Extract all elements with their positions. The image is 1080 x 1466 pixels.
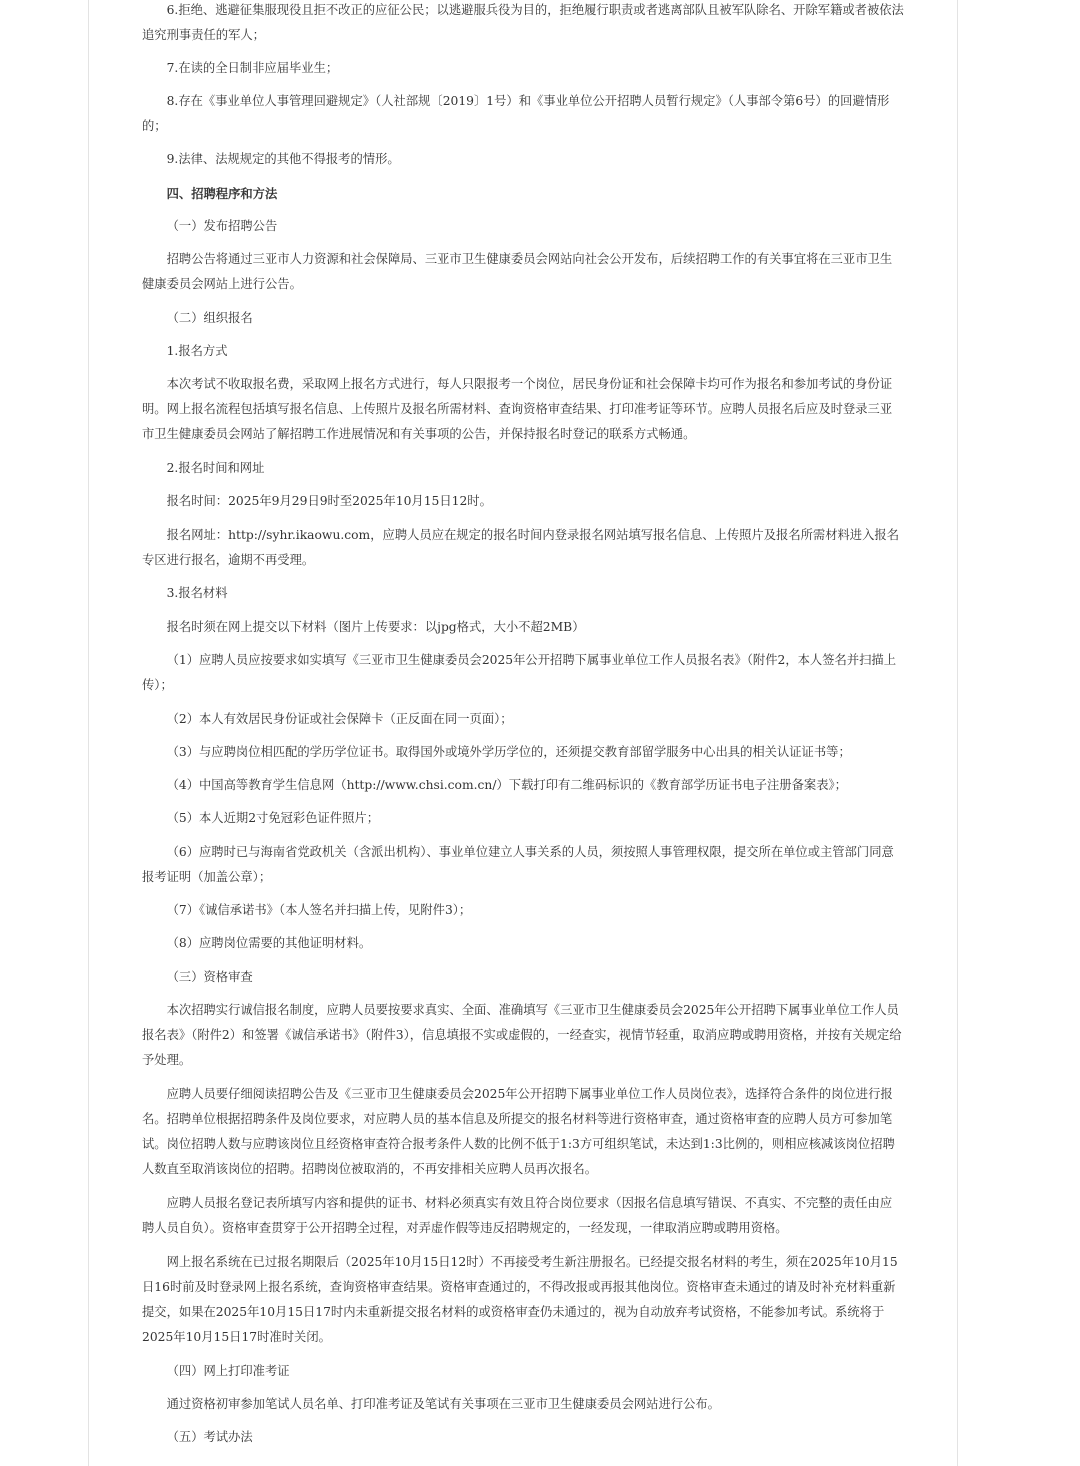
paragraph-online-system-deadline: 网上报名系统在已过报名期限后（2025年10月15日12时）不再接受考生新注册报名。已经提交报名材料的考生，须在2025年10月15日16时前及时登录网上报名系统，查询资格审查结果。资格审查通过的，不得改报或再报其他岗位。资格审查未通过的请及时补充材料重新提交，如果在2025年10月15日17时内未重新提交报名材料的或资格审查仍未通过的，视为自动放弃考试资格，不能参加考试。系统将于2025年10月15日17时准时关闭。 bbox=[142, 1255, 898, 1344]
material-item-1: （1）应聘人员应按要求如实填写《三亚市卫生健康委员会2025年公开招聘下属事业单位工作人员报名表》（附件2，本人签名并扫描上传）； bbox=[142, 653, 897, 692]
material-item-4: （4）中国高等教育学生信息网（http://www.chsi.com.cn/）下载打印有二维码标识的《教育部学历证书电子注册备案表》； bbox=[166, 778, 847, 792]
paragraph-item-9: 9.法律、法规规定的其他不得报考的情形。 bbox=[166, 152, 400, 166]
subheading-print-admission: （四）网上打印准考证 bbox=[166, 1364, 290, 1378]
paragraph-registration-time: 报名时间：2025年9月29日9时至2025年10月15日12时。 bbox=[166, 494, 492, 508]
paragraph-integrity-registration: 本次招聘实行诚信报名制度，应聘人员要按要求真实、全面、准确填写《三亚市卫生健康委员会2025年公开招聘下属事业单位工作人员报名表》（附件2）和签署《诚信承诺书》（附件3），信息填报不实或虚假的，一经查实，视情节轻重，取消应聘或聘用资格，并按有关规定给予处理。 bbox=[142, 1003, 902, 1067]
material-item-7: （7）《诚信承诺书》（本人签名并扫描上传，见附件3）； bbox=[166, 903, 472, 917]
paragraph-publish-notice: 招聘公告将通过三亚市人力资源和社会保障局、三亚市卫生健康委员会网站向社会公开发布，后续招聘工作的有关事宜将在三亚市卫生健康委员会网站上进行公告。 bbox=[142, 252, 893, 291]
material-item-5: （5）本人近期2寸免冠彩色证件照片； bbox=[166, 811, 379, 825]
material-item-3: （3）与应聘岗位相匹配的学历学位证书。取得国外或境外学历学位的，还须提交教育部留学服务中心出具的相关认证证书等； bbox=[166, 745, 851, 759]
paragraph-registration-method: 本次考试不收取报名费，采取网上报名方式进行，每人只限报考一个岗位，居民身份证和社会保障卡均可作为报名和参加考试的身份证明。网上报名流程包括填写报名信息、上传照片及报名所需材料、查询资格审查结果、打印准考证等环节。应聘人员报名后应及时登录三亚市卫生健康委员会网站了解招聘工作进展情况和有关事项的公告，并保持报名时登记的联系方式畅通。 bbox=[142, 377, 893, 441]
subheading-exam-method: （五）考试办法 bbox=[166, 1430, 253, 1444]
paragraph-upload-requirements: 报名时须在网上提交以下材料（图片上传要求：以jpg格式，大小不超2MB） bbox=[166, 620, 585, 634]
material-item-6: （6）应聘时已与海南省党政机关（含派出机构）、事业单位建立人事关系的人员，须按照人事管理权限，提交所在单位或主管部门同意报考证明（加盖公章）； bbox=[142, 845, 894, 884]
material-item-8: （8）应聘岗位需要的其他证明材料。 bbox=[166, 936, 372, 950]
paragraph-item-6: 6.拒绝、逃避征集服现役且拒不改正的应征公民；以逃避服兵役为目的，拒绝履行职责或者逃离部队且被军队除名、开除军籍或者被依法追究刑事责任的军人； bbox=[142, 3, 904, 42]
item-registration-method: 1.报名方式 bbox=[166, 344, 228, 358]
document-page bbox=[88, 0, 958, 1466]
item-registration-time-url: 2.报名时间和网址 bbox=[166, 461, 265, 475]
section-heading-4: 四、招聘程序和方法 bbox=[166, 186, 278, 201]
paragraph-print-admission: 通过资格初审参加笔试人员名单、打印准考证及笔试有关事项在三亚市卫生健康委员会网站进行公布。 bbox=[166, 1397, 720, 1411]
paragraph-review-process: 应聘人员要仔细阅读招聘公告及《三亚市卫生健康委员会2025年公开招聘下属事业单位工作人员岗位表》，选择符合条件的岗位进行报名。招聘单位根据招聘条件及岗位要求，对应聘人员的基本信息及所提交的报名材料等进行资格审查，通过资格审查的应聘人员方可参加笔试。岗位招聘人数与应聘该岗位且经资格审查符合报考条件人数的比例不低于1:3方可组织笔试，未达到1:3比例的，则相应核减该岗位招聘人数直至取消该岗位的招聘。招聘岗位被取消的，不再安排相关应聘人员再次报名。 bbox=[142, 1087, 895, 1176]
paragraph-registration-url: 报名网址：http://syhr.ikaowu.com，应聘人员应在规定的报名时间内登录报名网站填写报名信息、上传照片及报名所需材料进入报名专区进行报名，逾期不再受理。 bbox=[142, 528, 899, 567]
subheading-publish-notice: （一）发布招聘公告 bbox=[166, 219, 278, 233]
subheading-qualification-review: （三）资格审查 bbox=[166, 970, 253, 984]
paragraph-item-7: 7.在读的全日制非应届毕业生； bbox=[166, 61, 339, 75]
material-item-2: （2）本人有效居民身份证或社会保障卡（正反面在同一页面）； bbox=[166, 712, 513, 726]
paragraph-material-authenticity: 应聘人员报名登记表所填写内容和提供的证书、材料必须真实有效且符合岗位要求（因报名信息填写错误、不真实、不完整的责任由应聘人员自负）。资格审查贯穿于公开招聘全过程，对弄虚作假等违反招聘规定的，一经发现，一律取消应聘或聘用资格。 bbox=[142, 1196, 893, 1235]
item-registration-materials: 3.报名材料 bbox=[166, 586, 228, 600]
subheading-registration: （二）组织报名 bbox=[166, 311, 253, 325]
paragraph-item-8: 8.存在《事业单位人事管理回避规定》（人社部规〔2019〕1号）和《事业单位公开招聘人员暂行规定》（人事部令第6号）的回避情形的； bbox=[142, 94, 890, 133]
